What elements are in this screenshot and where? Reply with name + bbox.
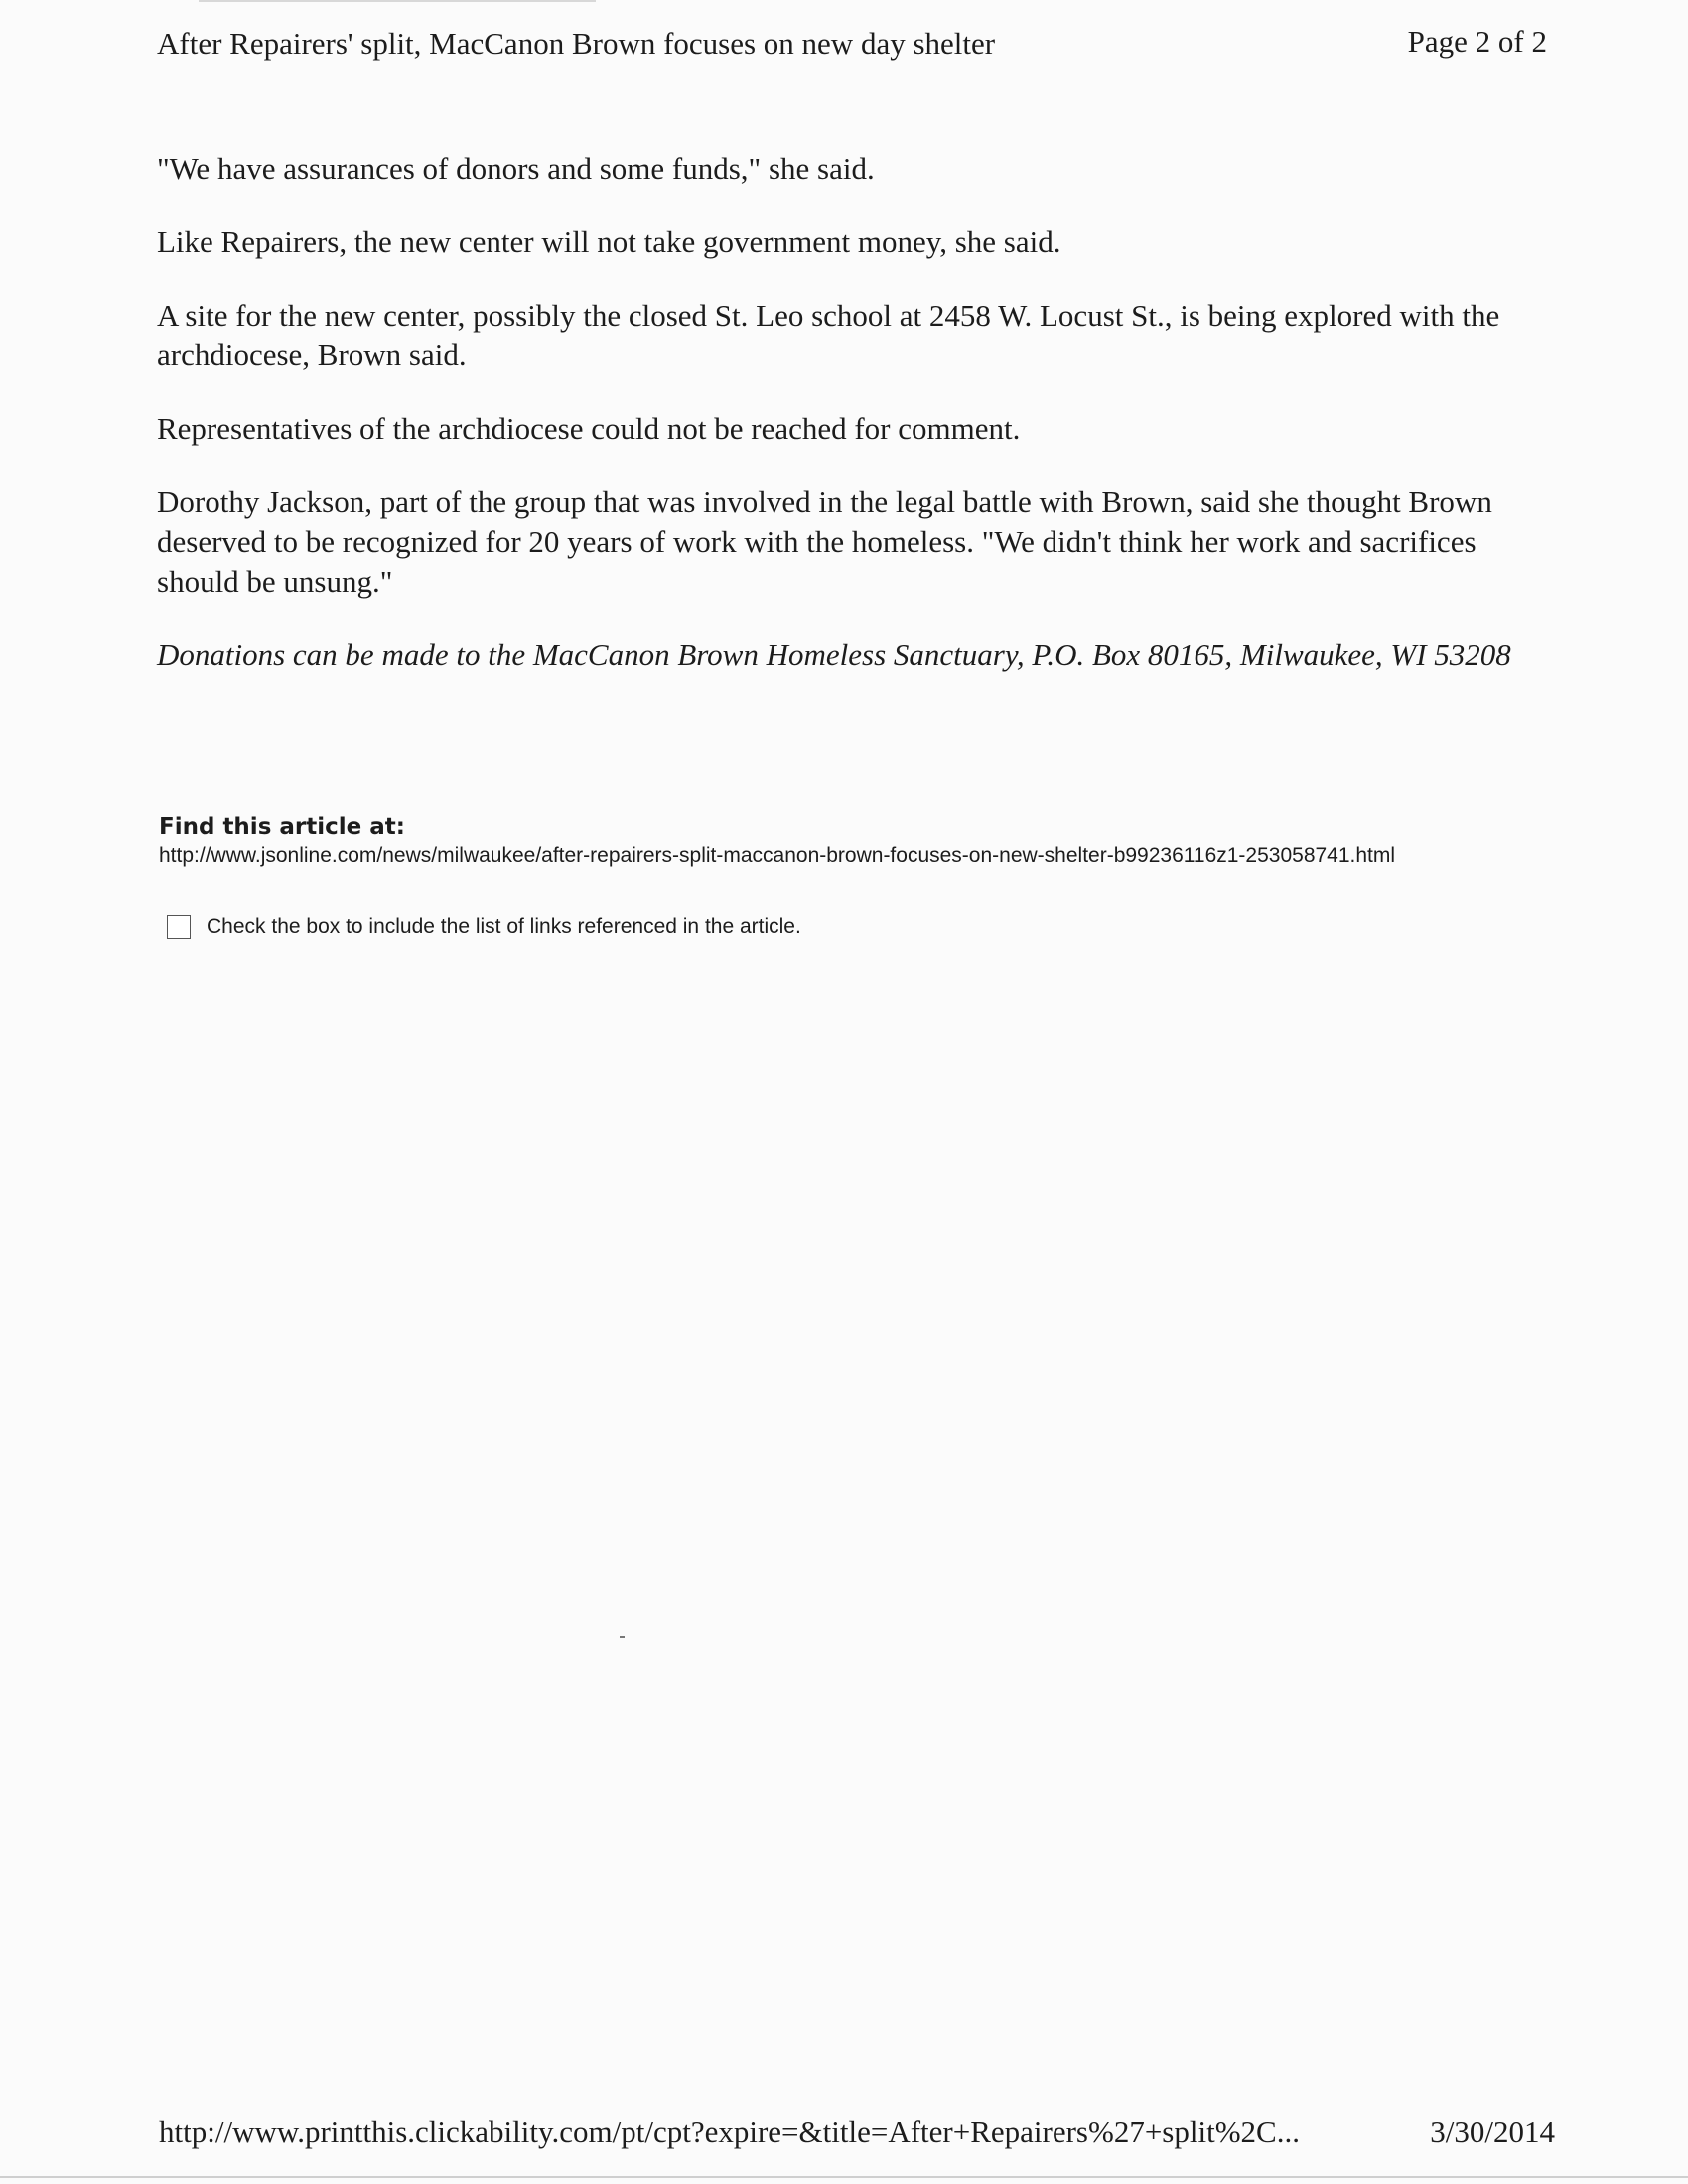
find-article-label: Find this article at: xyxy=(159,814,405,840)
footer-date: 3/30/2014 xyxy=(1430,2115,1555,2149)
scan-bottom-edge xyxy=(0,2176,1688,2178)
scan-edge-line xyxy=(199,0,596,2)
article-paragraph: "We have assurances of donors and some funds," she said. xyxy=(157,151,875,186)
footer-url: http://www.printthis.clickability.com/pt/cpt?expire=&title=After+Repairers%27+split%2C... xyxy=(159,2115,1300,2149)
article-paragraph: Representatives of the archdiocese could not be reached for comment. xyxy=(157,411,1021,446)
include-links-option[interactable] xyxy=(167,915,801,939)
page-header-title: After Repairers' split, MacCanon Brown focuses on new day shelter xyxy=(157,26,996,61)
include-links-label: Check the box to include the list of links referenced in the article. xyxy=(207,915,801,938)
article-paragraph: Like Repairers, the new center will not take government money, she said. xyxy=(157,224,1061,259)
donation-note: Donations can be made to the MacCanon Brown Homeless Sanctuary, P.O. Box 80165, Milwaukee, WI 53208 xyxy=(157,637,1511,672)
article-paragraph: A site for the new center, possibly the closed St. Leo school at 2458 W. Locust St., is being explored with the archdiocese, Brown said. xyxy=(157,298,1500,372)
article-body xyxy=(157,149,1547,709)
page-number: Page 2 of 2 xyxy=(1407,24,1547,59)
include-links-checkbox[interactable] xyxy=(167,915,191,939)
article-paragraph: Dorothy Jackson, part of the group that was involved in the legal battle with Brown, said she thought Brown deserved to be recognized for 20 years of work with the homeless. "We didn't think her work and sacrifices should be unsung." xyxy=(157,484,1492,599)
page-footer xyxy=(159,2115,1555,2150)
scan-speck xyxy=(620,1636,625,1638)
article-url-link[interactable]: http://www.jsonline.com/news/milwaukee/after-repairers-split-maccanon-brown-focuses-on-new-shelter-b99236116z1-253058741.html xyxy=(159,844,1396,867)
